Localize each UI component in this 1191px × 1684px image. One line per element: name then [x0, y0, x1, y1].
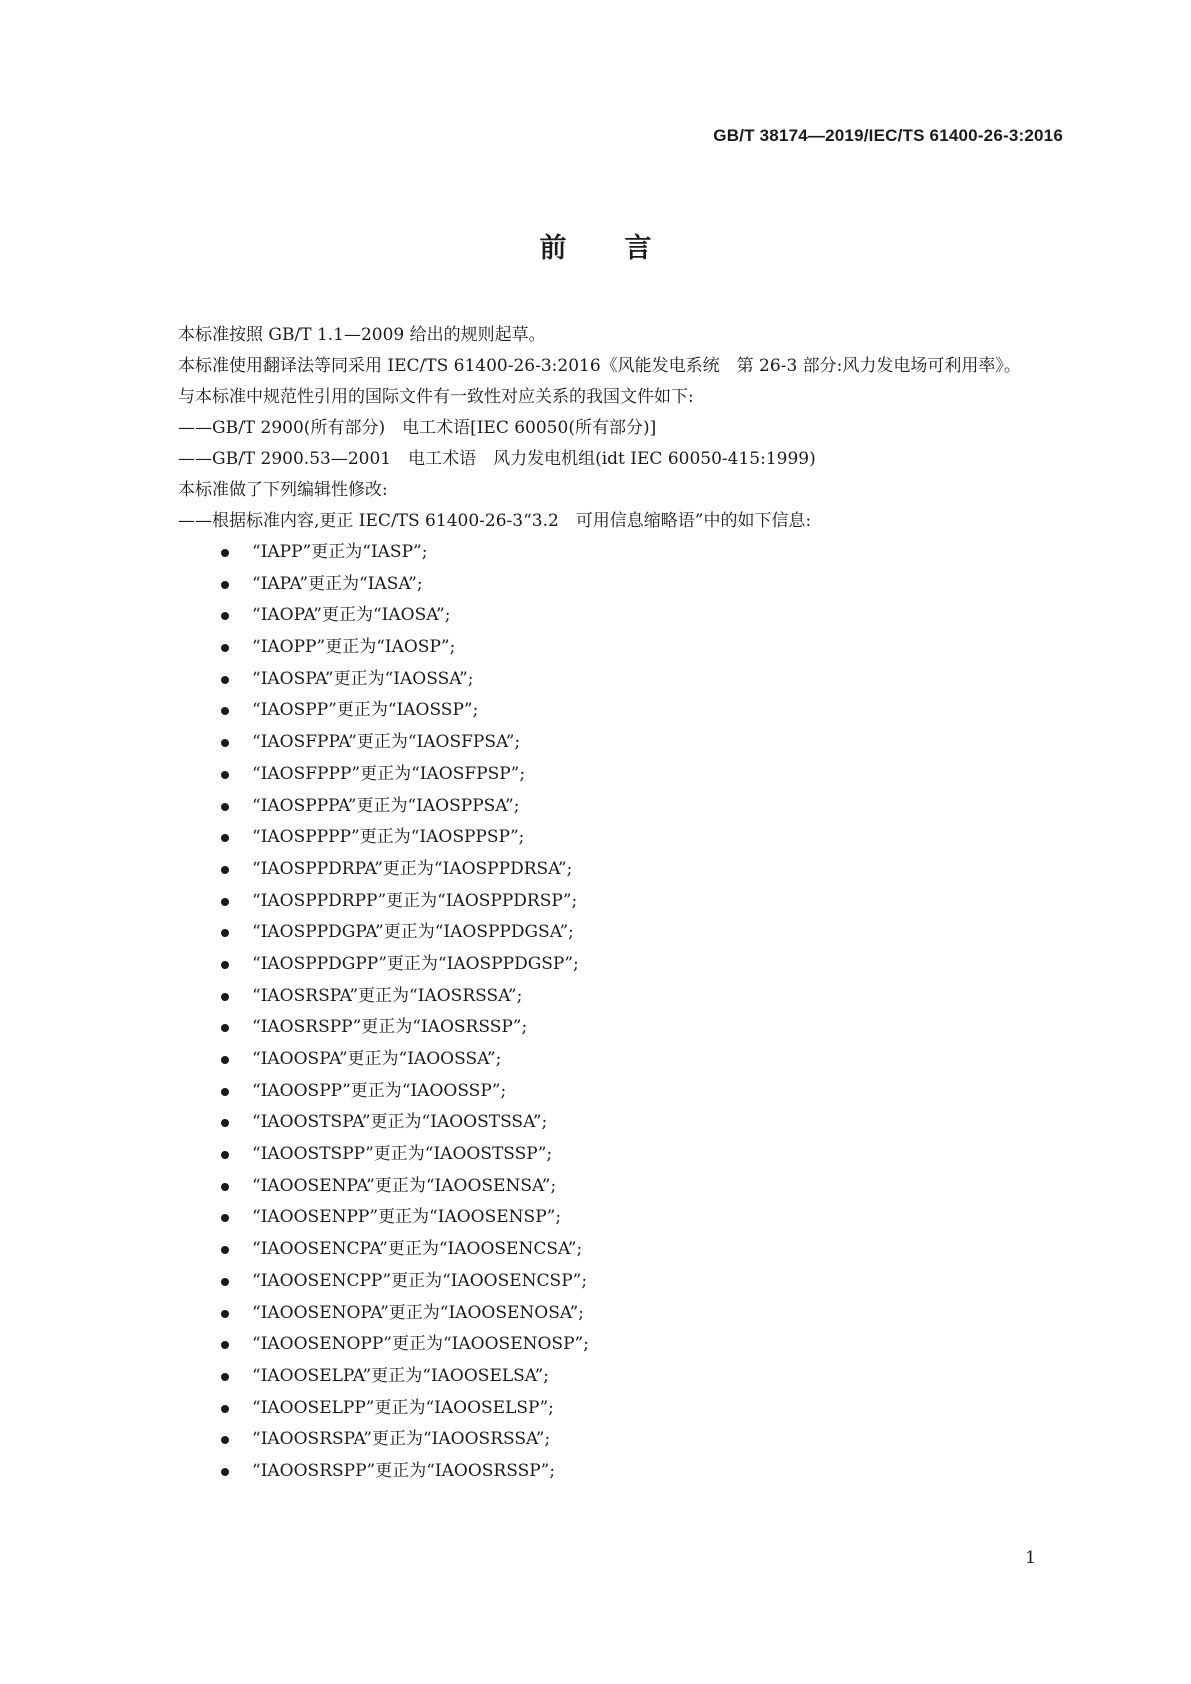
- list-item: [120, 1234, 1065, 1266]
- bullet-icon: [221, 771, 229, 779]
- list-item: [120, 791, 1065, 823]
- bullet-icon: [221, 739, 229, 747]
- bullet-icon: [221, 612, 229, 620]
- bullet-icon: [221, 1056, 229, 1064]
- list-item: [120, 1012, 1065, 1044]
- bullet-icon: [221, 1310, 229, 1318]
- list-item: [120, 949, 1065, 981]
- bullet-icon: [221, 549, 229, 557]
- list-item: [120, 822, 1065, 854]
- correction-text: “IAOOSRSPP”更正为“IAOOSRSSP”;: [252, 1460, 556, 1481]
- correction-text: “IAPP”更正为“IASP”;: [252, 542, 428, 562]
- paragraph-adoption: 本标准使用翻译法等同采用 IEC/TS 61400-26-3:2016《风能发电系统 第 26-3 部分:风力发电场可利用率》。: [178, 356, 1021, 376]
- list-item: [120, 1424, 1065, 1456]
- bullet-icon: [221, 1024, 229, 1032]
- list-item: [120, 632, 1065, 664]
- corrections-list: [120, 537, 1065, 1488]
- correction-text: “IAOOSELPA”更正为“IAOOSELSA”;: [252, 1365, 549, 1386]
- correction-text: “IAOSPA”更正为“IAOSSA”;: [252, 668, 474, 689]
- correction-text: “IAOOSENCPA”更正为“IAOOSENCSA”;: [252, 1239, 583, 1260]
- bullet-icon: [221, 866, 229, 874]
- correction-text: “IAOOSRSPA”更正为“IAOOSRSSA”;: [252, 1429, 551, 1450]
- bullet-icon: [221, 1278, 229, 1286]
- list-item: [120, 981, 1065, 1013]
- correction-text: “IAOOSENOPP”更正为“IAOOSENOSP”;: [252, 1334, 589, 1355]
- paragraph-drafting-rule: 本标准按照 GB/T 1.1—2009 给出的规则起草。: [178, 325, 546, 345]
- list-item: [120, 759, 1065, 791]
- correction-text: “IAOSRSPA”更正为“IAOSRSSA”;: [252, 985, 523, 1006]
- list-item: [120, 886, 1065, 918]
- correction-text: “IAOSPPDGPA”更正为“IAOSPPDGSA”;: [252, 922, 574, 943]
- page-number: 1: [1025, 1548, 1036, 1568]
- paragraph-references-intro: 与本标准中规范性引用的国际文件有一致性对应关系的我国文件如下:: [178, 387, 694, 407]
- edit-item: ——根据标准内容,更正 IEC/TS 61400-26-3“3.2 可用信息缩略语”中的如下信息:: [178, 511, 812, 531]
- correction-text: “IAOSPP”更正为“IAOSSP”;: [252, 700, 479, 721]
- correction-text: “IAOSRSPP”更正为“IAOSRSSP”;: [252, 1017, 528, 1038]
- bullet-icon: [221, 1468, 229, 1476]
- bullet-icon: [221, 1436, 229, 1444]
- bullet-icon: [221, 803, 229, 811]
- bullet-icon: [221, 1119, 229, 1127]
- reference-item: ——GB/T 2900.53—2001 电工术语 风力发电机组(idt IEC 60050-415:1999): [178, 449, 816, 469]
- bullet-icon: [221, 1151, 229, 1159]
- bullet-icon: [221, 1405, 229, 1413]
- bullet-icon: [221, 993, 229, 1001]
- document-body: [120, 320, 1065, 1488]
- correction-text: “IAOOSENOPA”更正为“IAOOSENOSA”;: [252, 1302, 585, 1323]
- bullet-icon: [221, 1214, 229, 1222]
- bullet-icon: [221, 1088, 229, 1096]
- correction-text: “IAOPA”更正为“IAOSA”;: [252, 605, 451, 626]
- reference-item: ——GB/T 2900(所有部分) 电工术语[IEC 60050(所有部分)]: [178, 418, 657, 438]
- list-item: [120, 1266, 1065, 1298]
- list-item: [120, 1298, 1065, 1330]
- list-item: [120, 600, 1065, 632]
- list-item: [120, 1456, 1065, 1488]
- bullet-icon: [221, 1341, 229, 1349]
- correction-text: “IAPA”更正为“IASA”;: [252, 573, 423, 594]
- list-item: [120, 1139, 1065, 1171]
- list-item: [120, 1044, 1065, 1076]
- bullet-icon: [221, 961, 229, 969]
- list-item: [120, 537, 1065, 569]
- bullet-icon: [221, 929, 229, 937]
- correction-text: “IAOOSENPA”更正为“IAOOSENSA”;: [252, 1175, 557, 1196]
- correction-text: “IAOOSTSPP”更正为“IAOOSTSSP”;: [252, 1144, 553, 1165]
- list-item: [120, 1361, 1065, 1393]
- list-item: [120, 695, 1065, 727]
- bullet-icon: [221, 898, 229, 906]
- list-item: [120, 1202, 1065, 1234]
- bullet-icon: [221, 644, 229, 652]
- bullet-icon: [221, 707, 229, 715]
- page-title: 前言: [539, 233, 710, 264]
- bullet-icon: [221, 1183, 229, 1191]
- correction-text: “IAOOSENPP”更正为“IAOOSENSP”;: [252, 1207, 562, 1228]
- list-item: [120, 1171, 1065, 1203]
- bullet-icon: [221, 676, 229, 684]
- correction-text: “IAOOSPP”更正为“IAOOSSP”;: [252, 1080, 507, 1101]
- correction-text: “IAOSFPPP”更正为“IAOSFPSP”;: [252, 763, 526, 784]
- correction-text: “IAOOSELPP”更正为“IAOOSELSP”;: [252, 1397, 554, 1418]
- bullet-icon: [221, 1246, 229, 1254]
- paragraph-edits-intro: 本标准做了下列编辑性修改:: [178, 480, 388, 500]
- bullet-icon: [221, 581, 229, 589]
- correction-text: “IAOSPPDRPP”更正为“IAOSPPDRSP”;: [252, 890, 578, 911]
- list-item: [120, 1393, 1065, 1425]
- correction-text: “IAOOSENCPP”更正为“IAOOSENCSP”;: [252, 1270, 588, 1291]
- list-item: [120, 1329, 1065, 1361]
- list-item: [120, 1107, 1065, 1139]
- list-item: [120, 1076, 1065, 1108]
- correction-text: “IAOPP”更正为“IAOSP”;: [252, 637, 456, 658]
- bullet-icon: [221, 834, 229, 842]
- list-item: [120, 854, 1065, 886]
- list-item: [120, 727, 1065, 759]
- list-item: [120, 664, 1065, 696]
- correction-text: “IAOSPPPP”更正为“IAOSPPSP”;: [252, 827, 525, 848]
- list-item: [120, 917, 1065, 949]
- bullet-icon: [221, 1373, 229, 1381]
- list-item: [120, 569, 1065, 601]
- correction-text: “IAOSFPPA”更正为“IAOSFPSA”;: [252, 732, 521, 753]
- correction-text: “IAOOSTSPA”更正为“IAOOSTSSA”;: [252, 1112, 548, 1133]
- standard-code: GB/T 38174—2019/IEC/TS 61400-26-3:2016: [713, 126, 1063, 145]
- correction-text: “IAOSPPPA”更正为“IAOSPPSA”;: [252, 795, 520, 816]
- correction-text: “IAOSPPDGPP”更正为“IAOSPPDGSP”;: [252, 953, 579, 974]
- correction-text: “IAOSPPDRPA”更正为“IAOSPPDRSA”;: [252, 858, 573, 879]
- correction-text: “IAOOSPA”更正为“IAOOSSA”;: [252, 1049, 502, 1069]
